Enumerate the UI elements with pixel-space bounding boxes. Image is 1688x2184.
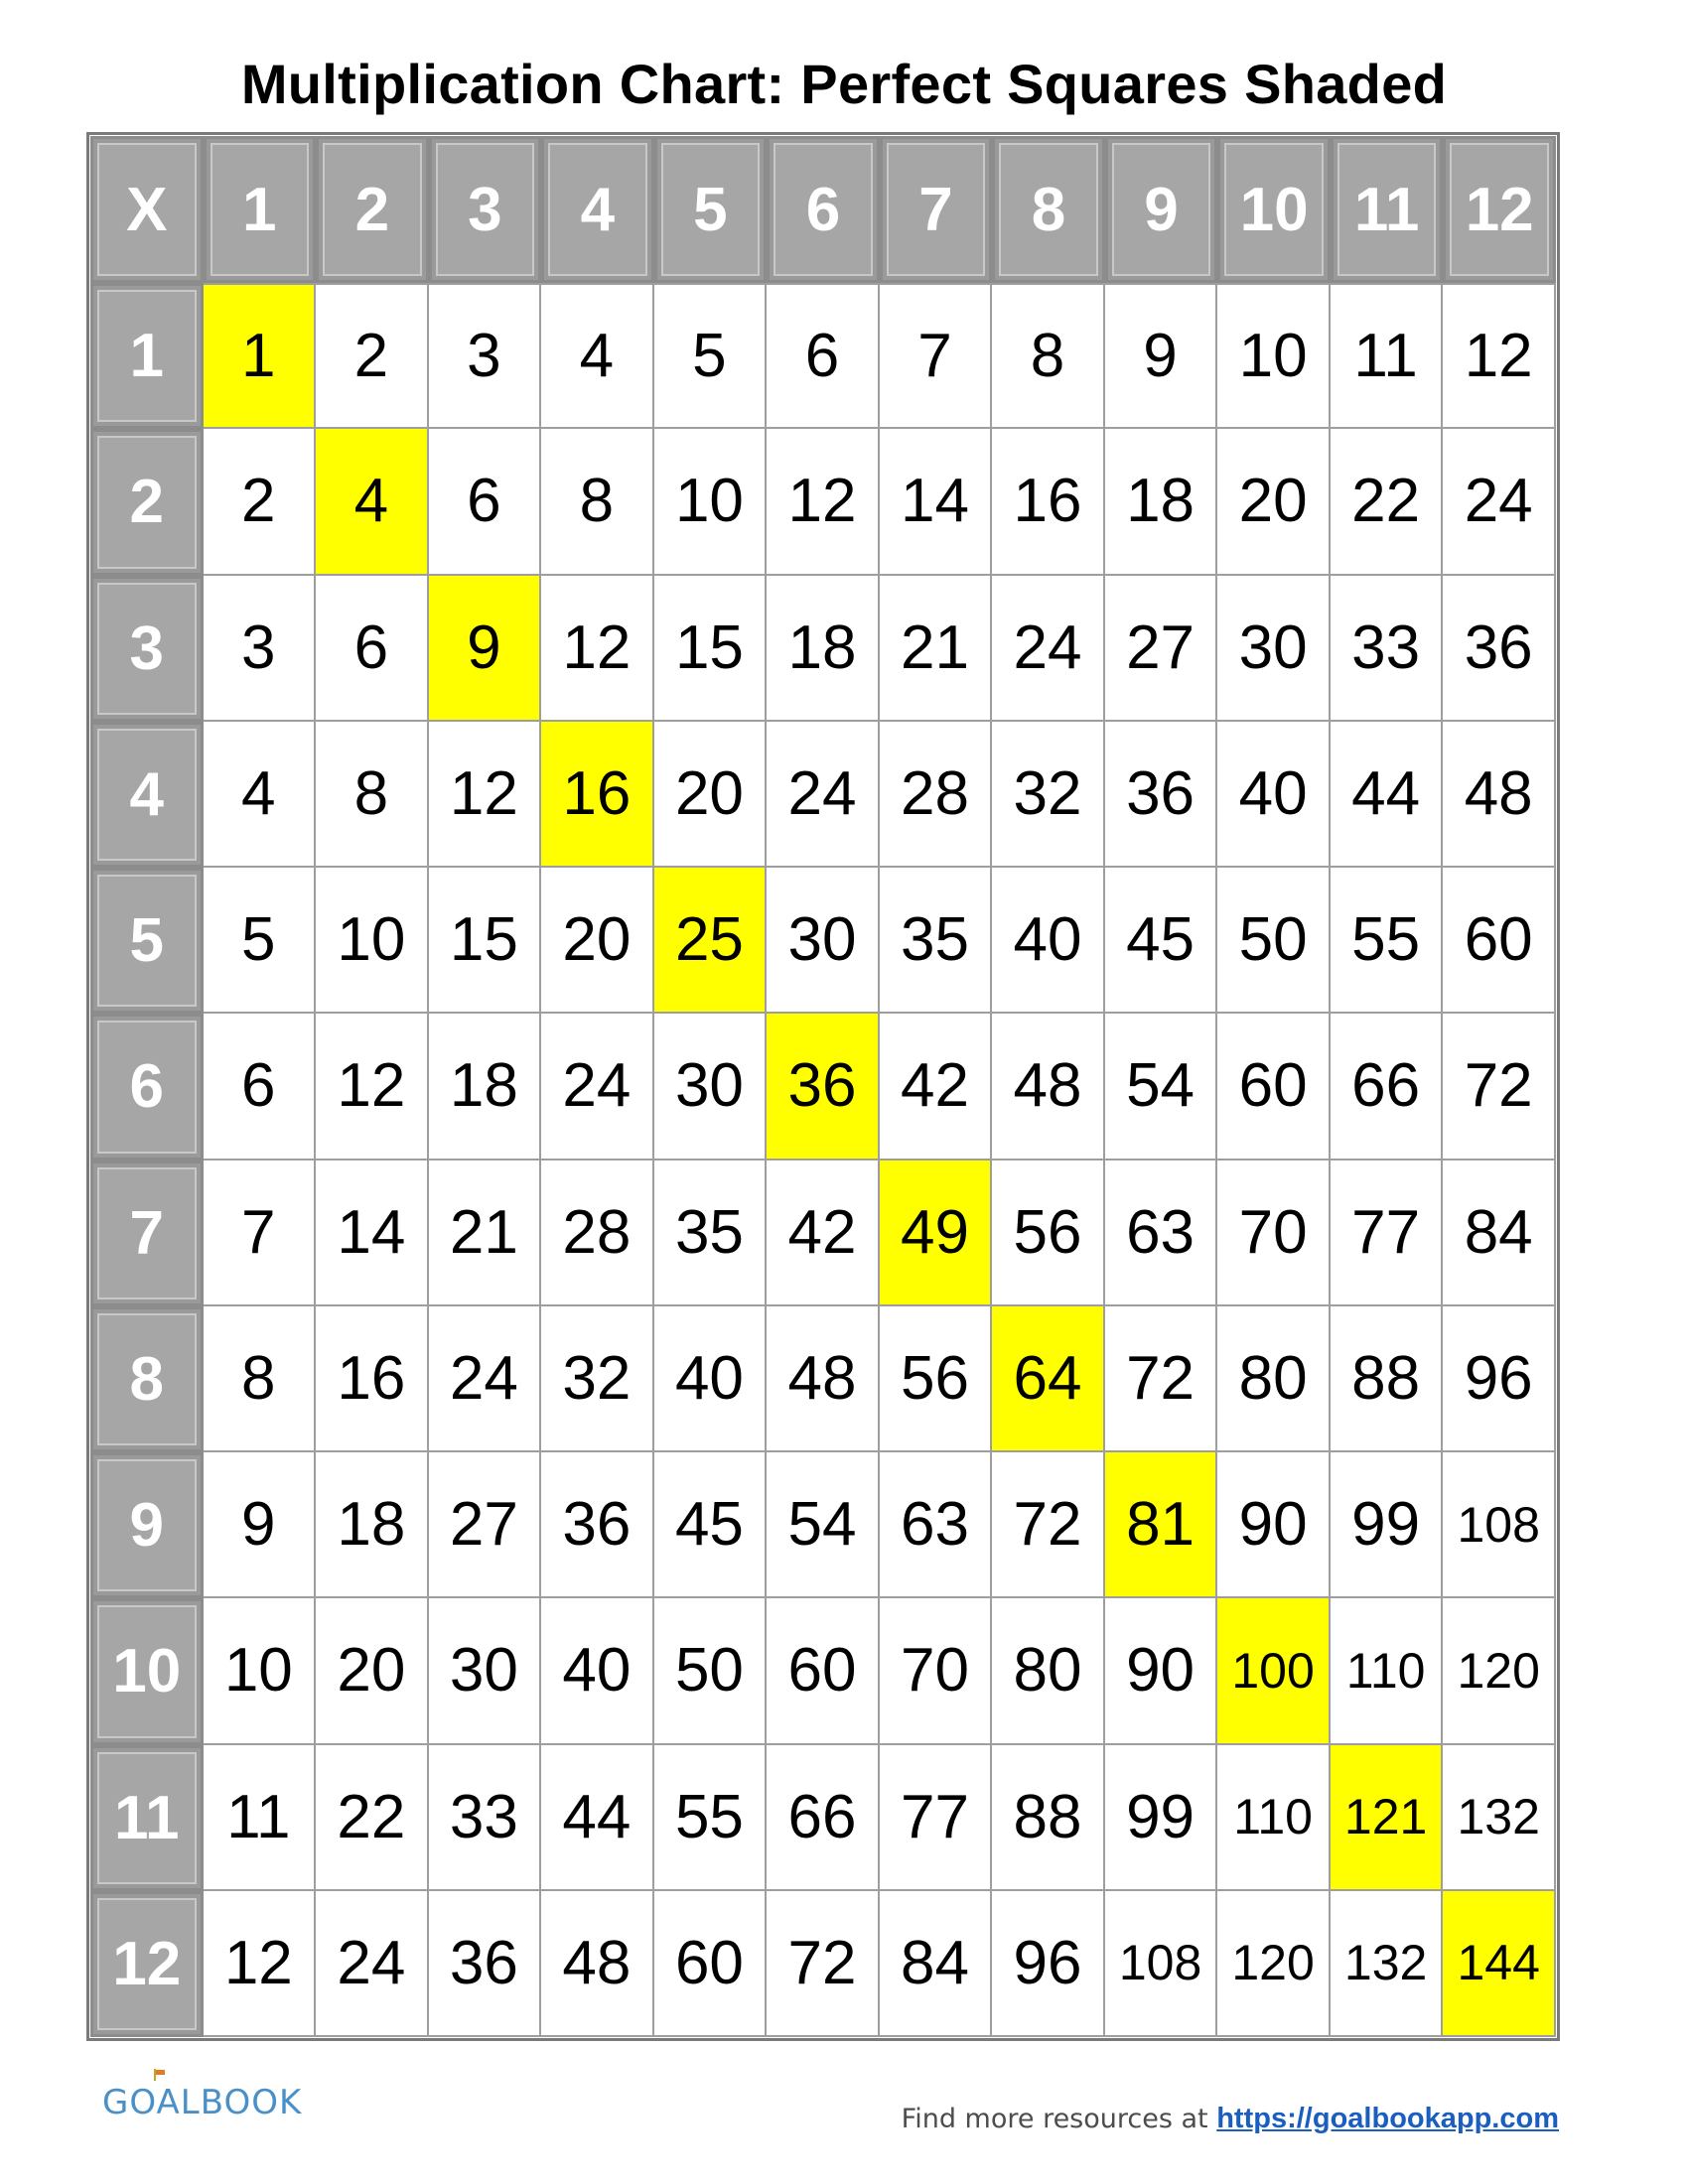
product-cell: 77 <box>880 1745 993 1891</box>
column-header: 3 <box>429 136 542 283</box>
column-header: 4 <box>541 136 654 283</box>
column-header: 9 <box>1105 136 1218 283</box>
product-cell: 44 <box>541 1745 654 1891</box>
product-cell: 20 <box>1217 429 1331 575</box>
product-cell: 70 <box>880 1598 993 1744</box>
product-cell: 10 <box>654 429 768 575</box>
product-cell: 48 <box>541 1891 654 2037</box>
product-cell: 8 <box>204 1306 317 1452</box>
product-cell: 90 <box>1217 1452 1331 1598</box>
product-cell: 6 <box>316 576 429 722</box>
footer-text: Find more resources at <box>901 2104 1217 2134</box>
perfect-square-cell: 36 <box>767 1014 880 1160</box>
product-cell: 110 <box>1217 1745 1331 1891</box>
product-cell: 36 <box>429 1891 542 2037</box>
product-cell: 55 <box>654 1745 768 1891</box>
table-row <box>90 576 1556 722</box>
product-cell: 99 <box>1105 1745 1218 1891</box>
product-cell: 24 <box>992 576 1105 722</box>
product-cell: 9 <box>204 1452 317 1598</box>
product-cell: 30 <box>767 868 880 1014</box>
column-header: 6 <box>767 136 880 283</box>
table-row <box>90 1598 1556 1744</box>
product-cell: 7 <box>880 283 993 429</box>
product-cell: 56 <box>880 1306 993 1452</box>
product-cell: 54 <box>1105 1014 1218 1160</box>
product-cell: 22 <box>1331 429 1444 575</box>
table-row <box>90 1745 1556 1891</box>
table-row <box>90 1452 1556 1598</box>
product-cell: 36 <box>541 1452 654 1598</box>
product-cell: 63 <box>880 1452 993 1598</box>
table-row <box>90 1306 1556 1452</box>
product-cell: 10 <box>1217 283 1331 429</box>
product-cell: 32 <box>992 722 1105 868</box>
corner-header: X <box>90 136 204 283</box>
product-cell: 24 <box>767 722 880 868</box>
product-cell: 80 <box>1217 1306 1331 1452</box>
column-header: 7 <box>880 136 993 283</box>
product-cell: 3 <box>429 283 542 429</box>
product-cell: 24 <box>429 1306 542 1452</box>
product-cell: 60 <box>767 1598 880 1744</box>
column-header: 12 <box>1443 136 1556 283</box>
product-cell: 28 <box>541 1160 654 1306</box>
product-cell: 40 <box>654 1306 768 1452</box>
row-header: 3 <box>90 576 204 722</box>
product-cell: 40 <box>541 1598 654 1744</box>
goalbook-logo: GOALBOOK <box>102 2083 303 2122</box>
product-cell: 60 <box>654 1891 768 2037</box>
product-cell: 72 <box>1443 1014 1556 1160</box>
perfect-square-cell: 49 <box>880 1160 993 1306</box>
product-cell: 6 <box>204 1014 317 1160</box>
product-cell: 108 <box>1105 1891 1218 2037</box>
product-cell: 63 <box>1105 1160 1218 1306</box>
product-cell: 45 <box>654 1452 768 1598</box>
product-cell: 84 <box>880 1891 993 2037</box>
row-header: 5 <box>90 868 204 1014</box>
product-cell: 21 <box>880 576 993 722</box>
product-cell: 27 <box>1105 576 1218 722</box>
column-header: 10 <box>1217 136 1331 283</box>
product-cell: 77 <box>1331 1160 1444 1306</box>
product-cell: 16 <box>316 1306 429 1452</box>
product-cell: 27 <box>429 1452 542 1598</box>
product-cell: 60 <box>1443 868 1556 1014</box>
row-header: 7 <box>90 1160 204 1306</box>
table-row <box>90 1014 1556 1160</box>
product-cell: 14 <box>880 429 993 575</box>
product-cell: 20 <box>541 868 654 1014</box>
product-cell: 96 <box>992 1891 1105 2037</box>
product-cell: 8 <box>992 283 1105 429</box>
product-cell: 132 <box>1443 1745 1556 1891</box>
product-cell: 20 <box>654 722 768 868</box>
product-cell: 120 <box>1443 1598 1556 1744</box>
perfect-square-cell: 81 <box>1105 1452 1218 1598</box>
product-cell: 72 <box>992 1452 1105 1598</box>
product-cell: 14 <box>316 1160 429 1306</box>
product-cell: 66 <box>767 1745 880 1891</box>
perfect-square-cell: 100 <box>1217 1598 1331 1744</box>
perfect-square-cell: 1 <box>204 283 317 429</box>
product-cell: 72 <box>767 1891 880 2037</box>
product-cell: 30 <box>1217 576 1331 722</box>
product-cell: 10 <box>204 1598 317 1744</box>
perfect-square-cell: 9 <box>429 576 542 722</box>
product-cell: 11 <box>204 1745 317 1891</box>
product-cell: 12 <box>1443 283 1556 429</box>
product-cell: 54 <box>767 1452 880 1598</box>
product-cell: 21 <box>429 1160 542 1306</box>
product-cell: 33 <box>1331 576 1444 722</box>
flag-icon <box>153 2069 167 2081</box>
product-cell: 70 <box>1217 1160 1331 1306</box>
product-cell: 132 <box>1331 1891 1444 2037</box>
footer <box>902 2103 1559 2135</box>
product-cell: 48 <box>992 1014 1105 1160</box>
row-header: 1 <box>90 283 204 429</box>
product-cell: 4 <box>541 283 654 429</box>
product-cell: 44 <box>1331 722 1444 868</box>
row-header: 10 <box>90 1598 204 1744</box>
column-header: 5 <box>654 136 768 283</box>
perfect-square-cell: 121 <box>1331 1745 1444 1891</box>
product-cell: 40 <box>992 868 1105 1014</box>
header-row <box>90 136 1556 283</box>
perfect-square-cell: 25 <box>654 868 768 1014</box>
product-cell: 3 <box>204 576 317 722</box>
product-cell: 12 <box>767 429 880 575</box>
product-cell: 15 <box>654 576 768 722</box>
row-header: 2 <box>90 429 204 575</box>
product-cell: 6 <box>767 283 880 429</box>
product-cell: 50 <box>654 1598 768 1744</box>
product-cell: 84 <box>1443 1160 1556 1306</box>
product-cell: 88 <box>1331 1306 1444 1452</box>
product-cell: 90 <box>1105 1598 1218 1744</box>
product-cell: 36 <box>1443 576 1556 722</box>
perfect-square-cell: 64 <box>992 1306 1105 1452</box>
product-cell: 30 <box>654 1014 768 1160</box>
product-cell: 12 <box>316 1014 429 1160</box>
product-cell: 108 <box>1443 1452 1556 1598</box>
column-header: 8 <box>992 136 1105 283</box>
product-cell: 2 <box>204 429 317 575</box>
product-cell: 33 <box>429 1745 542 1891</box>
product-cell: 50 <box>1217 868 1331 1014</box>
product-cell: 48 <box>767 1306 880 1452</box>
product-cell: 8 <box>541 429 654 575</box>
product-cell: 4 <box>204 722 317 868</box>
product-cell: 24 <box>541 1014 654 1160</box>
page-title: Multiplication Chart: Perfect Squares Shaded <box>240 53 1448 115</box>
product-cell: 110 <box>1331 1598 1444 1744</box>
product-cell: 12 <box>429 722 542 868</box>
product-cell: 24 <box>316 1891 429 2037</box>
product-cell: 10 <box>316 868 429 1014</box>
product-cell: 72 <box>1105 1306 1218 1452</box>
product-cell: 96 <box>1443 1306 1556 1452</box>
product-cell: 55 <box>1331 868 1444 1014</box>
row-header: 11 <box>90 1745 204 1891</box>
row-header: 4 <box>90 722 204 868</box>
product-cell: 2 <box>316 283 429 429</box>
product-cell: 16 <box>992 429 1105 575</box>
product-cell: 12 <box>204 1891 317 2037</box>
product-cell: 18 <box>1105 429 1218 575</box>
product-cell: 7 <box>204 1160 317 1306</box>
perfect-square-cell: 144 <box>1443 1891 1556 2037</box>
product-cell: 45 <box>1105 868 1218 1014</box>
product-cell: 66 <box>1331 1014 1444 1160</box>
product-cell: 36 <box>1105 722 1218 868</box>
product-cell: 88 <box>992 1745 1105 1891</box>
row-header: 12 <box>90 1891 204 2037</box>
product-cell: 56 <box>992 1160 1105 1306</box>
table-row <box>90 722 1556 868</box>
table-row <box>90 283 1556 429</box>
product-cell: 30 <box>429 1598 542 1744</box>
column-header: 2 <box>316 136 429 283</box>
footer-link[interactable]: https://goalbookapp.com <box>1216 2103 1559 2134</box>
product-cell: 120 <box>1217 1891 1331 2037</box>
product-cell: 11 <box>1331 283 1444 429</box>
row-header: 9 <box>90 1452 204 1598</box>
multiplication-table <box>90 136 1556 2037</box>
table-row <box>90 1891 1556 2037</box>
table-row <box>90 868 1556 1014</box>
product-cell: 8 <box>316 722 429 868</box>
product-cell: 18 <box>316 1452 429 1598</box>
product-cell: 20 <box>316 1598 429 1744</box>
product-cell: 32 <box>541 1306 654 1452</box>
product-cell: 5 <box>204 868 317 1014</box>
product-cell: 9 <box>1105 283 1218 429</box>
product-cell: 12 <box>541 576 654 722</box>
table-body <box>90 283 1556 2037</box>
product-cell: 48 <box>1443 722 1556 868</box>
product-cell: 15 <box>429 868 542 1014</box>
perfect-square-cell: 4 <box>316 429 429 575</box>
row-header: 6 <box>90 1014 204 1160</box>
product-cell: 35 <box>880 868 993 1014</box>
product-cell: 40 <box>1217 722 1331 868</box>
table-row <box>90 429 1556 575</box>
product-cell: 42 <box>880 1014 993 1160</box>
product-cell: 5 <box>654 283 768 429</box>
product-cell: 28 <box>880 722 993 868</box>
product-cell: 24 <box>1443 429 1556 575</box>
product-cell: 42 <box>767 1160 880 1306</box>
product-cell: 6 <box>429 429 542 575</box>
product-cell: 60 <box>1217 1014 1331 1160</box>
column-header: 11 <box>1331 136 1444 283</box>
product-cell: 80 <box>992 1598 1105 1744</box>
product-cell: 18 <box>429 1014 542 1160</box>
product-cell: 18 <box>767 576 880 722</box>
table-row <box>90 1160 1556 1306</box>
perfect-square-cell: 16 <box>541 722 654 868</box>
product-cell: 99 <box>1331 1452 1444 1598</box>
product-cell: 35 <box>654 1160 768 1306</box>
product-cell: 22 <box>316 1745 429 1891</box>
row-header: 8 <box>90 1306 204 1452</box>
column-header: 1 <box>204 136 317 283</box>
